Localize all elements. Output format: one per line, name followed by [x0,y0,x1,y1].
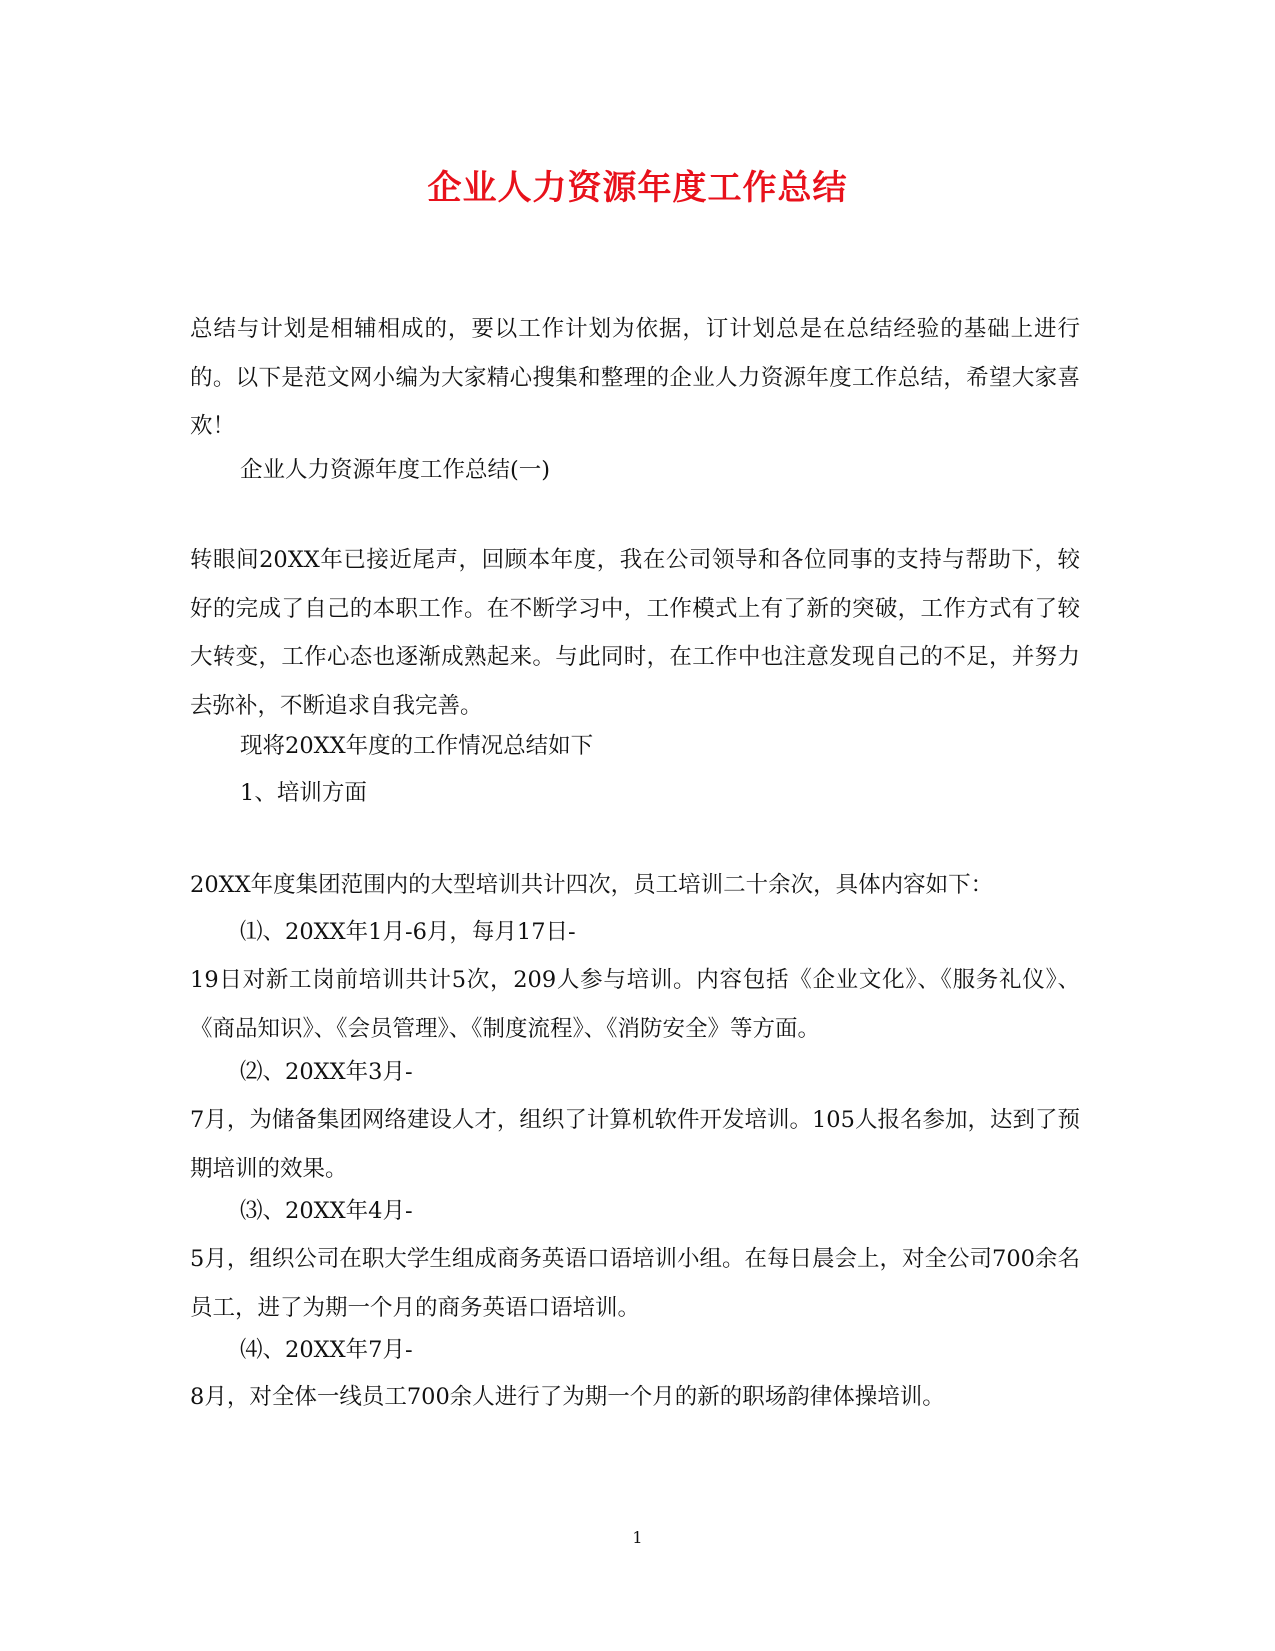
training-intro: 20XX年度集团范围内的大型培训共计四次，员工培训二十余次，具体内容如下： [190,872,994,898]
intro-paragraph: 总结与计划是相辅相成的，要以工作计划为依据，订计划总是在总结经验的基础上进行的。以下是范文网小编为大家精心搜集和整理的企业人力资源年度工作总结，希望大家喜欢！ [190,316,1080,439]
training-item-label: ⑷、20XX年7月- [240,1337,413,1363]
section-heading: 企业人力资源年度工作总结(一) [240,457,551,483]
training-item-label: ⑶、20XX年4月- [240,1198,413,1224]
training-item-label: ⑴、20XX年1月-6月，每月17日- [240,919,576,945]
training-item-detail: 8月，对全体一线员工700余人进行了为期一个月的新的职场韵律体操培训。 [190,1384,945,1410]
training-item-label: ⑵、20XX年3月- [240,1059,413,1085]
paragraph-1: 转眼间20XX年已接近尾声，回顾本年度，我在公司领导和各位同事的支持与帮助下，较好的完成了自己的本职工作。在不断学习中，工作模式上有了新的突破，工作方式有了较大转变，工作心态也逐渐成熟起来。与此同时，在工作中也注意发现自己的不足，并努力去弥补，不断追求自我完善。 [190,547,1080,719]
item-heading: 1、培训方面 [240,780,367,806]
document-title: 企业人力资源年度工作总结 [427,168,848,208]
summary-line: 现将20XX年度的工作情况总结如下 [240,733,594,759]
page-number: 1 [632,1528,643,1547]
training-item-detail: 19日对新工岗前培训共计5次，209人参与培训。内容包括《企业文化》、《服务礼仪》、《商品知识》、《会员管理》、《制度流程》、《消防安全》等方面。 [190,967,1080,1042]
training-item-detail: 5月，组织公司在职大学生组成商务英语口语培训小组。在每日晨会上，对全公司700余名员工，进了为期一个月的商务英语口语培训。 [190,1246,1080,1321]
training-item-detail: 7月，为储备集团网络建设人才，组织了计算机软件开发培训。105人报名参加，达到了预期培训的效果。 [190,1107,1080,1182]
